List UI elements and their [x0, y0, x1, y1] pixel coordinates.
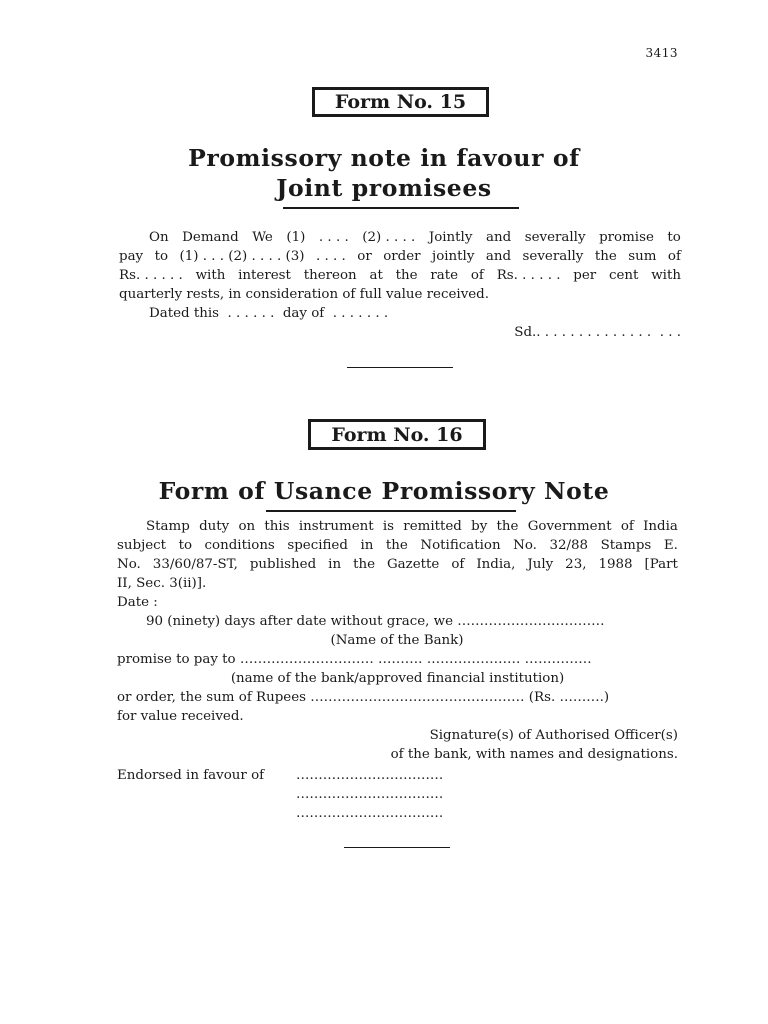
form-15-paragraph-line-4: quarterly rests, in consideration of full value received. — [119, 287, 490, 302]
word: Rs. . . . . . — [119, 268, 183, 283]
form-15-label-box — [312, 87, 489, 117]
word: 23, — [565, 557, 587, 572]
word: sum — [628, 249, 657, 264]
form-16-value-line: for value received. — [117, 709, 244, 724]
form-16-label-box — [308, 419, 486, 450]
form-15-signature: Sd.. . . . . . . . . . . . . . . . . — [514, 325, 681, 340]
word: to — [178, 538, 193, 553]
form-16-days-line: 90 (ninety) days after date without grace, we …………………………… — [146, 614, 605, 629]
word: instrument — [298, 519, 374, 534]
word: the — [594, 249, 617, 264]
word: (1) . . . (2) . . . . (3) — [179, 249, 305, 264]
word: to — [667, 230, 681, 245]
form-16-stamp-line-3 — [117, 555, 678, 574]
form-15-title-line-2: Joint promisees — [276, 174, 492, 202]
word: or — [357, 249, 372, 264]
word: 1988 — [598, 557, 633, 572]
form-15-title-underline — [283, 207, 519, 209]
word: the — [395, 268, 418, 283]
form-16-endorsed-label: Endorsed in favour of — [117, 768, 265, 783]
word: India — [643, 519, 678, 534]
form-16-date-label: Date : — [117, 595, 158, 610]
word: [Part — [644, 557, 678, 572]
word: is — [382, 519, 395, 534]
word: rate — [430, 268, 459, 283]
word: 33/60/87-ST, — [152, 557, 238, 572]
word: Stamps — [600, 538, 652, 553]
word: . . . . — [318, 230, 349, 245]
form-16-title: Form of Usance Promissory Note — [158, 477, 610, 505]
word: of — [620, 519, 634, 534]
word: jointly — [432, 249, 475, 264]
word: subject — [117, 538, 167, 553]
word: Gazette — [386, 557, 440, 572]
word: to — [154, 249, 169, 264]
word: order — [383, 249, 421, 264]
page-number: 3413 — [645, 46, 678, 60]
word: Government — [527, 519, 612, 534]
word: with — [195, 268, 226, 283]
word: We — [252, 230, 273, 245]
word: pay — [119, 249, 144, 264]
word: Demand — [182, 230, 239, 245]
word: E. — [663, 538, 678, 553]
form-16-endorsed-line-1: …………………………… — [296, 768, 444, 783]
word: of — [451, 557, 465, 572]
word: interest — [238, 268, 291, 283]
form-16-stamp-line-1 — [146, 517, 678, 536]
word: the — [385, 538, 408, 553]
word: per — [573, 268, 597, 283]
word: by — [471, 519, 488, 534]
word: the — [353, 557, 375, 572]
word: and — [485, 230, 512, 245]
word: cent — [608, 268, 639, 283]
word: Rs. . . . . . — [496, 268, 561, 283]
word: of — [667, 249, 681, 264]
form-15-title-line-1: Promissory note in favour of — [188, 144, 580, 172]
word: remitted — [403, 519, 462, 534]
word: conditions — [204, 538, 275, 553]
word: No. — [117, 557, 141, 572]
word: and — [485, 249, 512, 264]
word: specified — [287, 538, 348, 553]
form-16-stamp-line-2 — [117, 536, 678, 555]
form-16-signature-line-2: of the bank, with names and designations. — [390, 747, 678, 762]
word: No. — [513, 538, 537, 553]
form-16-title-underline — [266, 510, 516, 512]
word: on — [238, 519, 256, 534]
form-16-signature-line-1: Signature(s) of Authorised Officer(s) — [429, 728, 678, 743]
form-16-institution-caption: (name of the bank/approved financial institution) — [230, 671, 565, 686]
form-16-end-rule — [344, 847, 450, 848]
word: in — [328, 557, 342, 572]
form-16-label: Form No. 16 — [331, 423, 463, 446]
word: thereon — [303, 268, 357, 283]
word: at — [369, 268, 383, 283]
form-15-paragraph-line-2 — [119, 247, 681, 266]
form-15-paragraph-line-3 — [119, 266, 681, 285]
word: of — [470, 268, 484, 283]
word: promise — [599, 230, 654, 245]
word: 32/88 — [549, 538, 589, 553]
form-16-promise-text: promise to pay to ………………………… ………. ………………… …………… — [117, 652, 592, 667]
word: On — [149, 230, 169, 245]
form-15-end-rule — [347, 367, 453, 368]
form-16-endorsed-line-2: …………………………… — [296, 787, 444, 802]
form-16-promise-line — [117, 650, 678, 669]
word: Notification — [420, 538, 501, 553]
word: this — [264, 519, 290, 534]
word: severally — [522, 249, 584, 264]
form-15-label: Form No. 15 — [334, 91, 467, 113]
form-15-dated-line: Dated this . . . . . . day of . . . . . . . — [149, 306, 389, 321]
form-16-endorsed-line-3: …………………………… — [296, 806, 444, 821]
word: duty — [199, 519, 230, 534]
word: India, — [476, 557, 516, 572]
word: Stamp — [146, 519, 190, 534]
word: (2) . . . . — [362, 230, 416, 245]
form-16-stamp-line-4: II, Sec. 3(ii)]. — [117, 576, 207, 591]
word: (1) — [286, 230, 306, 245]
word: July — [527, 557, 554, 572]
word: with — [651, 268, 681, 283]
word: . . . . — [316, 249, 346, 264]
word: in — [360, 538, 374, 553]
word: the — [496, 519, 519, 534]
word: published — [249, 557, 317, 572]
form-16-sum-line: or order, the sum of Rupees ………………………………………… (Rs. ……….) — [117, 690, 610, 705]
form-15-paragraph-line-1 — [149, 228, 681, 247]
word: severally — [524, 230, 586, 245]
form-16-bank-name-caption: (Name of the Bank) — [330, 633, 464, 648]
word: Jointly — [428, 230, 473, 245]
